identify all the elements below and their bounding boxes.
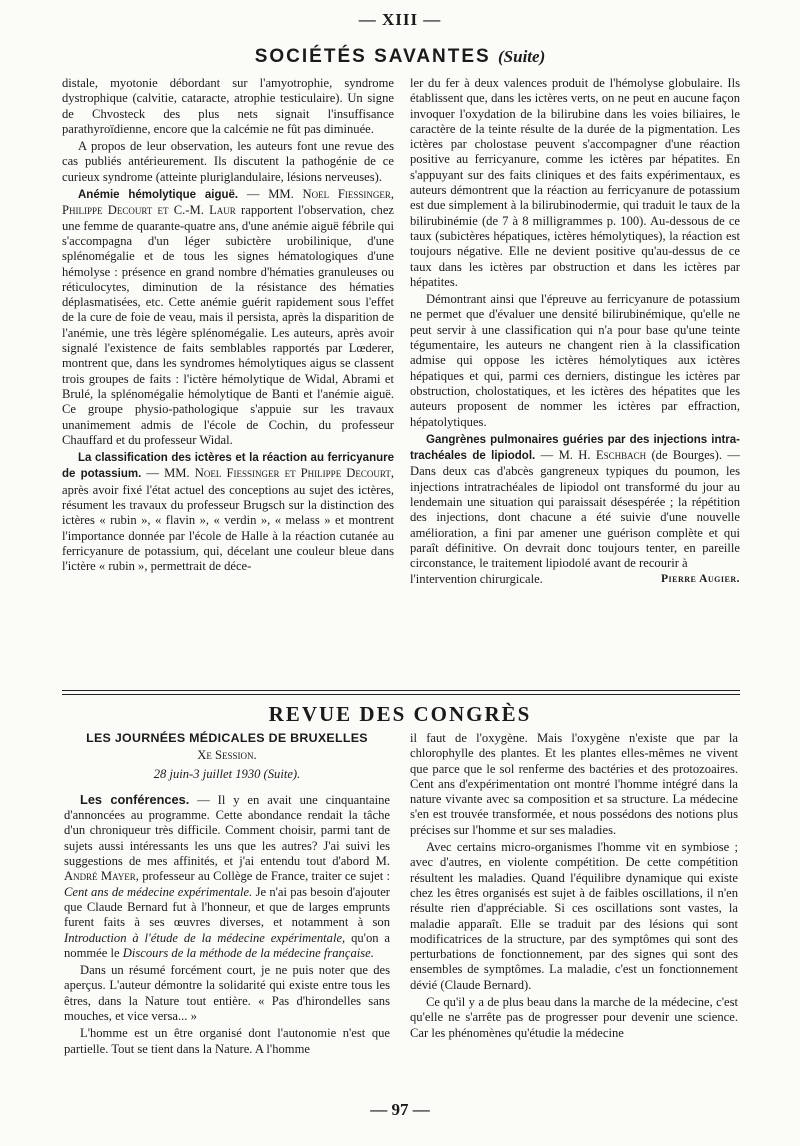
section-divider-thin — [62, 694, 740, 695]
roman-page-number: — XIII — — [358, 10, 442, 29]
person-name: André Mayer, — [64, 869, 139, 884]
article-heading: Les conférences. — [80, 791, 190, 807]
top-right-column — [410, 76, 740, 587]
author-signature: Pierre Augier. — [660, 572, 740, 585]
article-heading: La classification des ictères et la réaction au ferricyanure de potassium. — [62, 452, 394, 481]
paragraph: Dans un résumé forcément court, je ne puis noter que des aperçus. L'auteur démontre la solidarité qui existe entre tous les êtres, dans la Nature tout entière. « Pas d'hirondelles sans mouches, et vice versa... » — [64, 963, 390, 1024]
paragraph — [64, 792, 390, 961]
paragraph: distale, myotonie débordant sur l'amyotrophie, syndrome dystrophique (calvitie, cataracte, atrophie testiculaire). Un signe de Chvosteck des plus nets signait l'insuffisance parathyroïdienne, encore que la calcémie ne fût pas diminuée. — [62, 76, 394, 136]
paragraph: Avec certains micro-organismes l'homme vit en symbiose ; avec d'autres, en violente compétition. De cette compétition résultent les maladies. Quand l'équilibre dynamique qui existe chez les êtres organisés est sujet à de faibles oscillations, il n'en résulte rien d'appréciable. Si ces oscillations sont vastes, la maladie apparaît. Elle se traduit par des lésions qui sont modificatrices de la structure, par des symptômes qui sont des perturbations de fonctionnement, par des signes qui sont des ensembles de symptômes. La maladie, c'est un fonctionnement dévié (Claude Bernard). — [410, 840, 738, 992]
section-title — [0, 46, 800, 68]
section-divider — [62, 690, 740, 691]
journees-title: LES JOURNÉES MÉDICALES DE BRUXELLES — [86, 731, 368, 745]
article-authors: — M. H. Eschbach — [540, 448, 647, 463]
article-heading: Gangrènes pulmonaires guéries par des injections intra-trachéales de lipiodol. — [410, 433, 740, 463]
article-heading: Anémie hémolytique aiguë. — [78, 189, 239, 202]
text-run: Je n'ai pas besoin d'ajouter que Claude Bernard fut à l'honneur, et que de larges emprunts furent faits à ses œuvres diverses, et notamment à son — [64, 884, 390, 930]
article-body: rapportent l'observation, chez une femme de quarante-quatre ans, d'une anémie aiguë fébrile qui s'accompagna d'un léger subictère urobilinique, d'une splénomégalie et de tous les signes hématologiques d'une hémolyse : présence en grand nombre d'hématies granuleuses ou réticulocytes, diminution de la résistance des hématies déplasmatisées, etc. Cette anémie guérit rapidement sous l'effet de la cure de foie de veau, mais il persista, après la disparition de l'anémie, une très légère splénomégalie. Les auteurs, après avoir signalé l'existence de faits semblables rapportés par Lœderer, montrent que, dans les syndromes hémolytiques aigus se classent trois groupes de faits : l'ictère hémolytique de Widal, Abrami et Brulé, la splénomégalie hémolytique de Banti et l'anémie aiguë. Ce groupe physio-pathologique s'appuie sur les travaux unanimement admis de l'école de Cochin, du professeur Chauffard et du professeur Widal. — [62, 203, 394, 447]
article-gangrene — [410, 432, 740, 572]
section-title-text: SOCIÉTÉS SAVANTES — [254, 46, 491, 67]
paragraph: Démontrant ainsi que l'épreuve au ferricyanure de potassium ne permet que d'évaluer une densité bilirubinémique, qu'elle ne peut servir à une classification qui n'a pour base qu'une teinte tégumentaire, les auteurs ne changent rien à la classification admise qui oppose les ictères hémolytiques aux ictères hépatiques et qui, parmi ces derniers, distingue les ictères par obstruction, cholostatiques, et les ictères des hépatites que les auteurs proposent de nommer les ictères par effraction, hépatolytiques. — [410, 292, 740, 429]
article-body: (de Bourges). — Dans deux cas d'abcès gangreneux typiques du poumon, les injections intratrachéales de lipiodol ont transformé du jour au lendemain une situation qui paraissait désespérée ; la répétition des injections, dont chacune a été suivie d'une nouvelle amélioration, a fini par amener une guérison complète et qui paraît définitive. On devrait donc toujours tenter, en pareille circonstance, le traitement lipiodolé avant de recourir à — [410, 448, 740, 571]
article-authors: — MM. Noel Fiessinger, Philippe Decourt et C.-M. Laur — [62, 187, 394, 218]
top-left-column — [62, 76, 394, 575]
text-run: qu'on a nommée le — [64, 930, 390, 960]
session-label: Xe Session. — [197, 748, 257, 763]
article-authors: — MM. Noel Fiessinger et Philippe Decourt, — [146, 466, 394, 481]
paragraph: A propos de leur observation, les auteurs font une revue des cas publiés antérieurement. Ils discutent la pathogénie de ce curieux syndrome (atteinte pluriglandulaire, lésions nerveuses). — [62, 139, 394, 184]
italic-title: Introduction à l'étude de la médecine expérimentale, — [64, 930, 346, 945]
page-number: — 97 — — [370, 1100, 430, 1119]
text-run: professeur au Collège de France, traiter ce sujet : — [142, 869, 390, 884]
italic-title: Cent ans de médecine expérimentale. — [64, 884, 253, 899]
bottom-left-column — [64, 731, 390, 1057]
article-anemie — [62, 187, 394, 448]
paragraph: il faut de l'oxygène. Mais l'oxygène n'existe que par la chlorophylle des plantes. Et les plantes elles-mêmes ne vivent que parce que le sol renferme des bactéries et des protozoaires. Cent ans d'expérimentation ont montré l'homme intégré dans la nature vivante avec sa composition et sa structure. La médecine s'en est trouvée transformée, et nous possédons des notions plus précises sur l'homme et sur ses maladies. — [410, 731, 738, 837]
session-dates: 28 juin-3 juillet 1930 (Suite). — [153, 766, 301, 781]
article-classification — [62, 450, 394, 574]
paragraph: ler du fer à deux valences produit de l'hémolyse globulaire. Ils établissent que, dans les ictères verts, on ne peut en aucune façon invoquer l'oxydation de la bilirubine dans les voies biliaires, le caractère de la teinte résulte de la durée de la pigmentation. Les ictères par cholostase peuvent s'accompagner d'une réaction positive au ferricyanure, comme les ictères par hépatites. En s'appuyant sur des faits cliniques et des faits expérimentaux, es auteurs démontrent que la réaction au ferricyanure de potassium est due simplement à la bilirubinodermie, qui traduit le taux de la bilirubinémie (de 7 à 8 milligrammes p. 100). Au-dessous de ce taux (subictères hépatiques, ictères hémolytiques), la réaction est toujours négative. Elle ne devient positive qu'au-dessus de ce taux dans les ictères par obstruction et dans les ictères par hépatites. — [410, 76, 740, 289]
article-body: après avoir fixé l'état actuel des conceptions au sujet des ictères, résument les travaux du professeur Brugsch sur la distinction des ictères « rubin », « flavin », « verdin », « melass » et montrent l'importance donnée par l'école de Halle à la réaction cutanée au ferricyanure de potassium, qui, décelant une couleur bleue dans l'ictère « rubin », permettrait de déce- — [62, 482, 394, 574]
section-title-suite: (Suite) — [498, 47, 546, 66]
bottom-right-column — [410, 731, 738, 1041]
signature-line — [410, 572, 740, 587]
congress-review-title: REVUE DES CONGRÈS — [268, 702, 532, 726]
paragraph: Ce qu'il y a de plus beau dans la marche de la médecine, c'est qu'elle ne s'arrête pas de progresser pour devenir une science. Car les phénomènes qu'étudie la médecine — [410, 995, 738, 1040]
text-run: — Il y en avait une cinquantaine d'annoncées au programme. Cette abondance rendait la tâche d'un chroniqueur très difficile. Comment choisir, parmi tant de sujets aussi intéressants les uns que les autres? J'ai suivi les suggestions de mes affinités, et j'ai entendu tout d'abord M. — [64, 792, 390, 869]
italic-title: Discours de la méthode de la médecine française. — [122, 945, 374, 960]
closing-text: l'intervention chirurgicale. — [410, 571, 543, 586]
paragraph: L'homme est un être organisé dont l'autonomie n'est que partielle. Tout se tient dans la Nature. A l'homme — [64, 1026, 390, 1056]
